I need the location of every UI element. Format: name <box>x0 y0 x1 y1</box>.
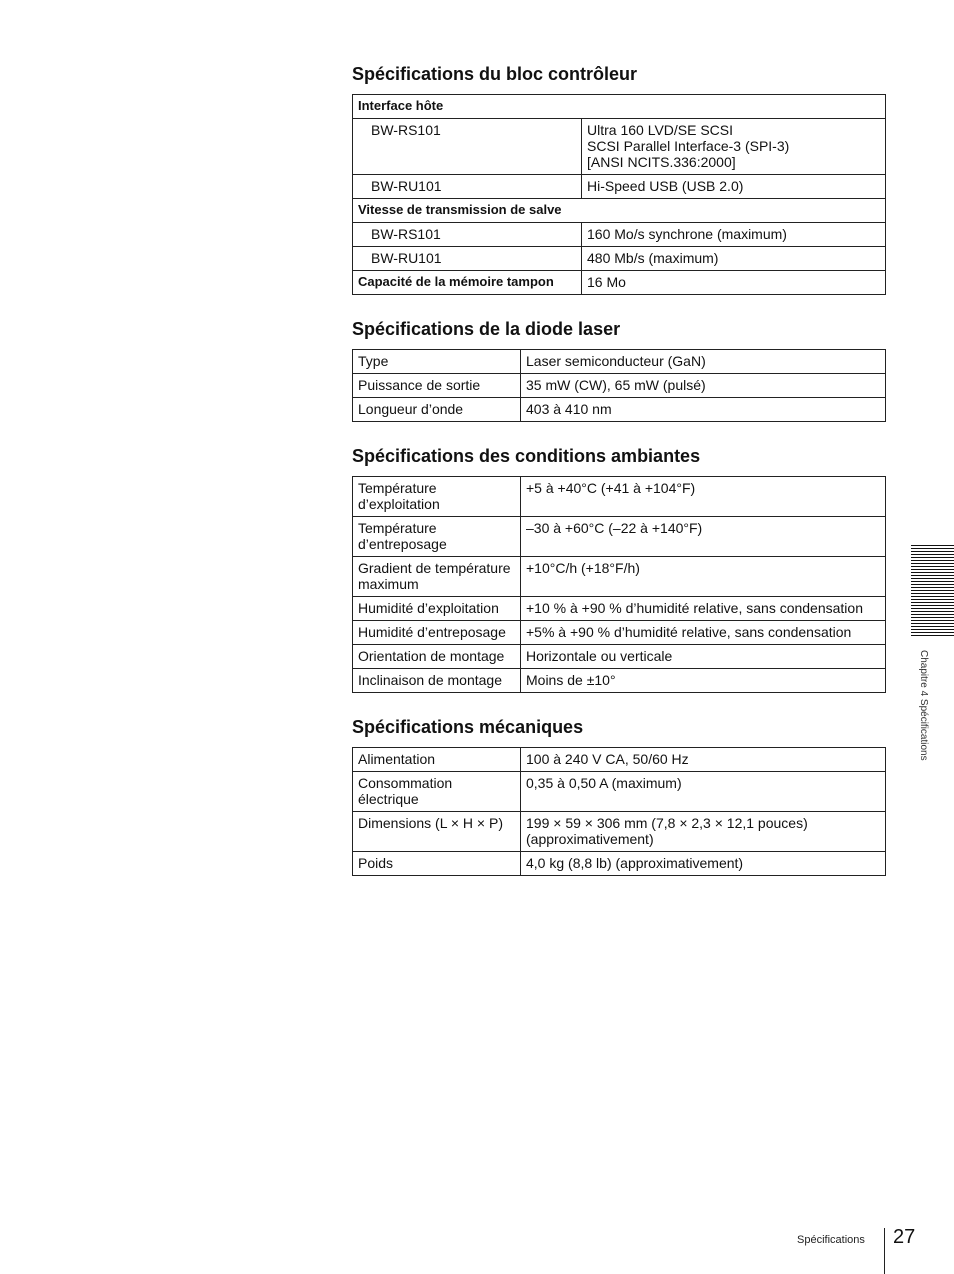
table-header-cell: Interface hôte <box>353 95 886 119</box>
spec-label: Puissance de sortie <box>353 374 521 398</box>
spec-value: Laser semiconducteur (GaN) <box>521 350 886 374</box>
spec-value: 0,35 à 0,50 A (maximum) <box>521 772 886 812</box>
table-row <box>353 812 886 852</box>
controller-spec-table <box>352 94 886 295</box>
spec-label: Poids <box>353 852 521 876</box>
table-row <box>353 645 886 669</box>
spec-label: Consommation électrique <box>353 772 521 812</box>
spec-value: +10 % à +90 % d’humidité relative, sans condensation <box>521 597 886 621</box>
spec-label: Gradient de température maximum <box>353 557 521 597</box>
spec-label: BW-RS101 <box>353 223 582 247</box>
spec-value: Moins de ±10° <box>521 669 886 693</box>
spec-label: Température d’entreposage <box>353 517 521 557</box>
spec-value: 199 × 59 × 306 mm (7,8 × 2,3 × 12,1 pouces) (approximativement) <box>521 812 886 852</box>
spec-value: 35 mW (CW), 65 mW (pulsé) <box>521 374 886 398</box>
spec-value: Ultra 160 LVD/SE SCSI SCSI Parallel Interface-3 (SPI-3) [ANSI NCITS.336:2000] <box>582 119 886 175</box>
table-row <box>353 557 886 597</box>
table-row <box>353 175 886 199</box>
table-row <box>353 223 886 247</box>
spec-label: Longueur d’onde <box>353 398 521 422</box>
table-row <box>353 398 886 422</box>
spec-label: Humidité d’entreposage <box>353 621 521 645</box>
table-header-cell: Vitesse de transmission de salve <box>353 199 886 223</box>
spec-label: Alimentation <box>353 748 521 772</box>
spec-value: +5% à +90 % d’humidité relative, sans condensation <box>521 621 886 645</box>
table-row <box>353 477 886 517</box>
table-row <box>353 247 886 271</box>
spec-label: Inclinaison de montage <box>353 669 521 693</box>
chapter-tab-stripes <box>911 545 954 639</box>
laser-spec-table <box>352 349 886 422</box>
table-row <box>353 199 886 223</box>
spec-value: +10°C/h (+18°F/h) <box>521 557 886 597</box>
table-row <box>353 748 886 772</box>
table-row <box>353 772 886 812</box>
footer-section-label: Spécifications <box>797 1234 865 1246</box>
spec-value: 480 Mb/s (maximum) <box>582 247 886 271</box>
section-title-laser: Spécifications de la diode laser <box>352 319 621 339</box>
spec-label: Capacité de la mémoire tampon <box>353 271 582 295</box>
table-row <box>353 517 886 557</box>
spec-label: BW-RU101 <box>353 247 582 271</box>
table-row <box>353 669 886 693</box>
spec-label: Type <box>353 350 521 374</box>
table-row <box>353 621 886 645</box>
table-row <box>353 95 886 119</box>
spec-value: 100 à 240 V CA, 50/60 Hz <box>521 748 886 772</box>
spec-value: 4,0 kg (8,8 lb) (approximativement) <box>521 852 886 876</box>
spec-label: Dimensions (L × H × P) <box>353 812 521 852</box>
spec-value: 16 Mo <box>582 271 886 295</box>
environment-spec-table <box>352 476 886 693</box>
section-title-environment: Spécifications des conditions ambiantes <box>352 446 701 466</box>
spec-label: Orientation de montage <box>353 645 521 669</box>
spec-value: Horizontale ou verticale <box>521 645 886 669</box>
spec-label: Humidité d’exploitation <box>353 597 521 621</box>
spec-label: BW-RU101 <box>353 175 582 199</box>
table-row <box>353 852 886 876</box>
spec-value: 160 Mo/s synchrone (maximum) <box>582 223 886 247</box>
table-row <box>353 350 886 374</box>
table-row <box>353 374 886 398</box>
table-row <box>353 271 886 295</box>
mechanical-spec-table <box>352 747 886 876</box>
section-title-mechanical: Spécifications mécaniques <box>352 717 584 737</box>
spec-value: 403 à 410 nm <box>521 398 886 422</box>
spec-value: –30 à +60°C (–22 à +140°F) <box>521 517 886 557</box>
table-row <box>353 119 886 175</box>
section-title-controller: Spécifications du bloc contrôleur <box>352 64 638 84</box>
spec-value: Hi-Speed USB (USB 2.0) <box>582 175 886 199</box>
page-number: 27 <box>893 1226 916 1248</box>
footer-divider <box>884 1228 885 1274</box>
chapter-tab-label: Chapitre 4 Spécifications <box>918 650 929 761</box>
spec-label: Température d’exploitation <box>353 477 521 517</box>
table-row <box>353 597 886 621</box>
spec-label: BW-RS101 <box>353 119 582 175</box>
spec-value: +5 à +40°C (+41 à +104°F) <box>521 477 886 517</box>
